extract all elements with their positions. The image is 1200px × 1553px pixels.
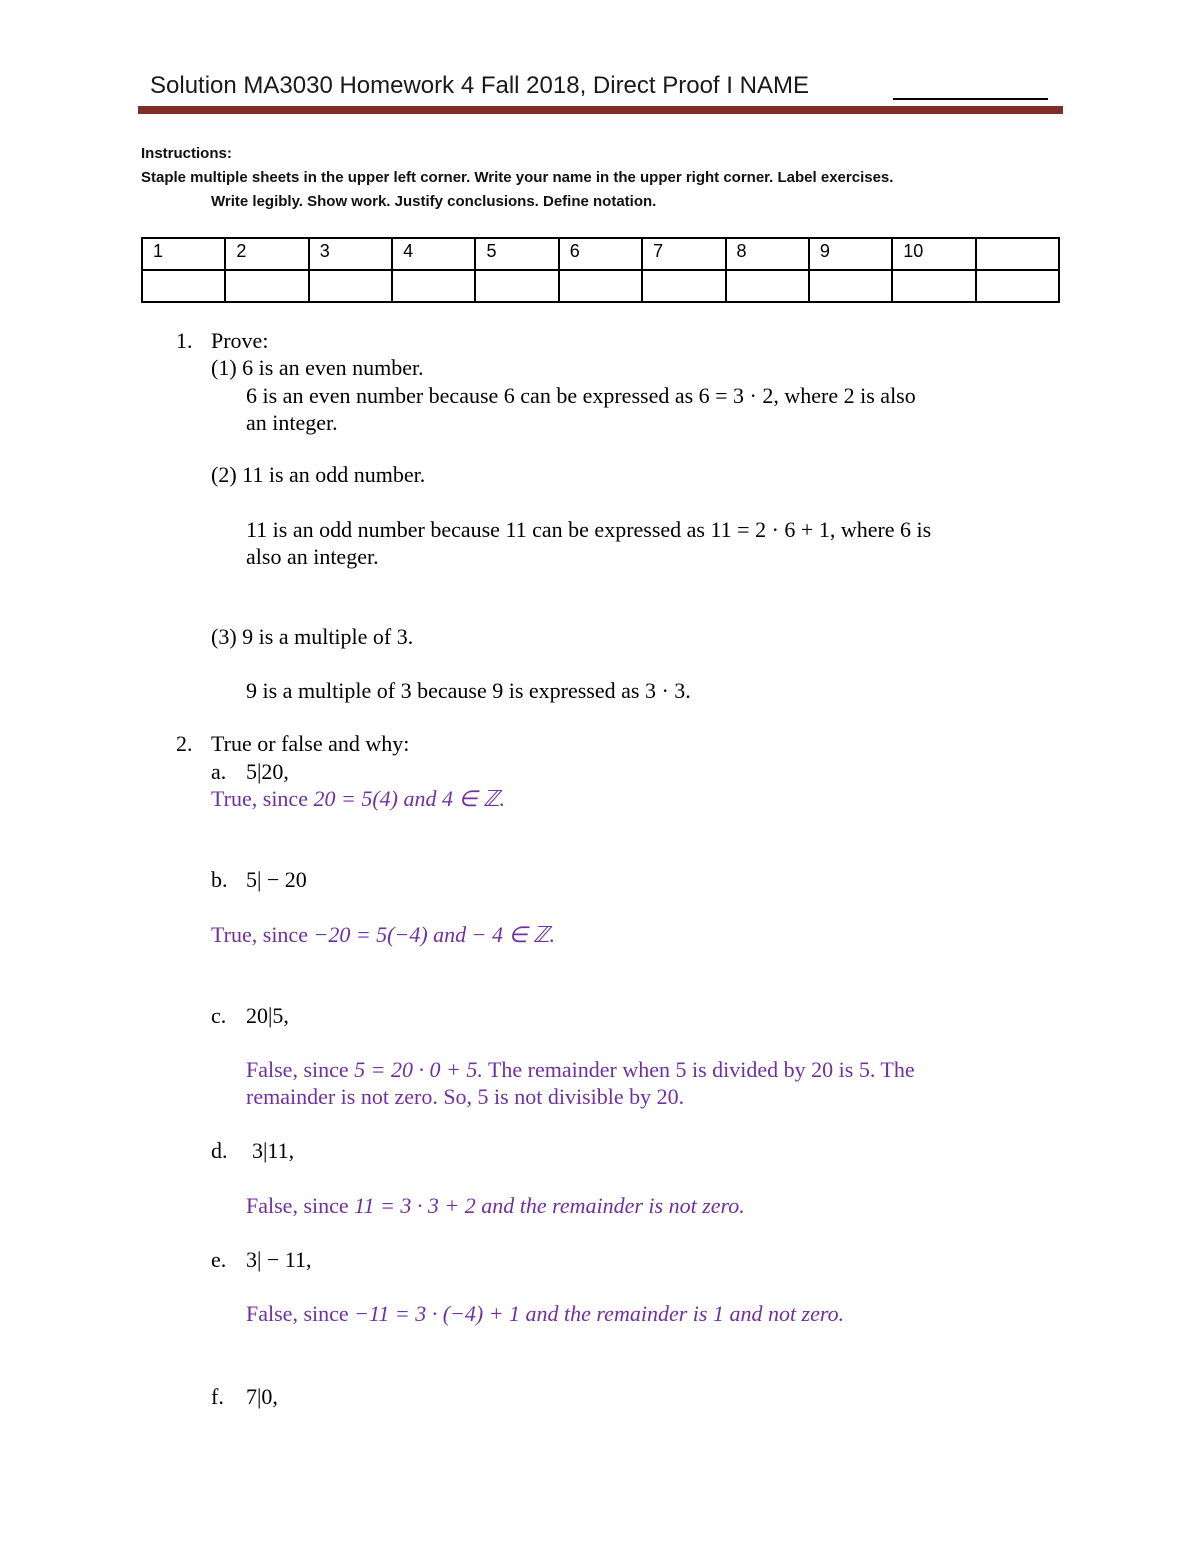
score-cell[interactable] [642,270,725,302]
q2e-label: e. [211,1247,227,1272]
score-cell[interactable] [392,270,475,302]
instructions-line-1: Staple multiple sheets in the upper left corner. Write your name in the upper right corner. Label exercises. [141,169,894,186]
score-cell[interactable] [892,270,975,302]
score-header-cell: 7 [642,238,725,270]
q2b-answer [211,922,555,948]
q2e-statement: 3| − 11, [246,1247,312,1272]
score-table [141,237,1060,303]
q1-part1-answer-line2: an integer. [246,410,338,435]
q2c-answer-line2: remainder is not zero. So, 5 is not divisible by 20. [246,1084,685,1109]
score-value-row [142,270,1059,302]
score-cell[interactable] [726,270,809,302]
score-header-row [142,238,1059,270]
q1-part2-heading: (2) 11 is an odd number. [211,462,426,487]
header-rule [138,106,1063,114]
q1-part2-answer-line1: 11 is an odd number because 11 can be expressed as 11 = 2 · 6 + 1, where 6 is [246,517,932,542]
q2a-answer [211,786,505,812]
score-header-cell: 9 [809,238,892,270]
document-title: Solution MA3030 Homework 4 Fall 2018, Direct Proof I NAME [150,72,809,99]
score-header-cell: 10 [892,238,975,270]
q2c-statement: 20|5, [246,1003,289,1028]
q2a-answer-math: 20 = 5(4) and 4 ∈ ℤ. [313,786,506,811]
q1-prompt: Prove: [211,328,269,353]
score-cell[interactable] [225,270,308,302]
score-cell[interactable] [976,270,1059,302]
q2c-answer-text: False, since [246,1057,355,1082]
q2d-label: d. [211,1138,228,1163]
q2e-answer-text: False, since [246,1301,355,1326]
score-header-cell: 5 [475,238,558,270]
instructions-line-2: Write legibly. Show work. Justify conclusions. Define notation. [211,193,657,210]
score-header-cell: 6 [559,238,642,270]
q1-part3-answer: 9 is a multiple of 3 because 9 is expressed as 3 · 3. [246,678,691,703]
q1-number: 1. [176,328,193,353]
q2a-label: a. [211,759,227,784]
score-header-cell: 1 [142,238,225,270]
q1-part3-heading: (3) 9 is a multiple of 3. [211,624,414,649]
score-header-cell: 3 [309,238,392,270]
score-cell[interactable] [142,270,225,302]
q2-number: 2. [176,731,193,756]
score-header-cell: 2 [225,238,308,270]
q2e-answer-math: −11 = 3 · (−4) + 1 and the remainder is 1 and not zero. [354,1301,845,1326]
q2a-statement: 5|20, [246,759,289,784]
q2a-answer-text: True, since [211,786,314,811]
q2d-answer [246,1193,745,1219]
q2d-answer-math: 11 = 3 · 3 + 2 and the remainder is not zero. [354,1193,745,1218]
q2c-answer-text-continued: The remainder when 5 is divided by 20 is 5. The [482,1057,915,1082]
q2b-statement: 5| − 20 [246,867,307,892]
q2c-answer-math: 5 = 20 · 0 + 5. [354,1057,483,1082]
score-header-cell [976,238,1059,270]
q2-prompt: True or false and why: [211,731,410,756]
q2f-label: f. [211,1384,224,1409]
q2b-label: b. [211,867,228,892]
score-cell[interactable] [309,270,392,302]
instructions-label: Instructions: [141,145,232,162]
q1-part1-answer-line1: 6 is an even number because 6 can be expressed as 6 = 3 · 2, where 2 is also [246,383,916,408]
score-cell[interactable] [809,270,892,302]
q2b-answer-text: True, since [211,922,314,947]
score-cell[interactable] [559,270,642,302]
q2f-statement: 7|0, [246,1384,278,1409]
q2c-answer-line1 [246,1057,915,1083]
q1-part1-heading: (1) 6 is an even number. [211,355,424,380]
q2d-answer-text: False, since [246,1193,355,1218]
score-cell[interactable] [475,270,558,302]
name-blank-line [893,98,1048,100]
score-header-cell: 4 [392,238,475,270]
q2c-label: c. [211,1003,227,1028]
score-header-cell: 8 [726,238,809,270]
q2e-answer [246,1301,844,1327]
q2d-statement: 3|11, [252,1138,295,1163]
q2b-answer-math: −20 = 5(−4) and − 4 ∈ ℤ. [313,922,556,947]
q1-part2-answer-line2: also an integer. [246,544,379,569]
